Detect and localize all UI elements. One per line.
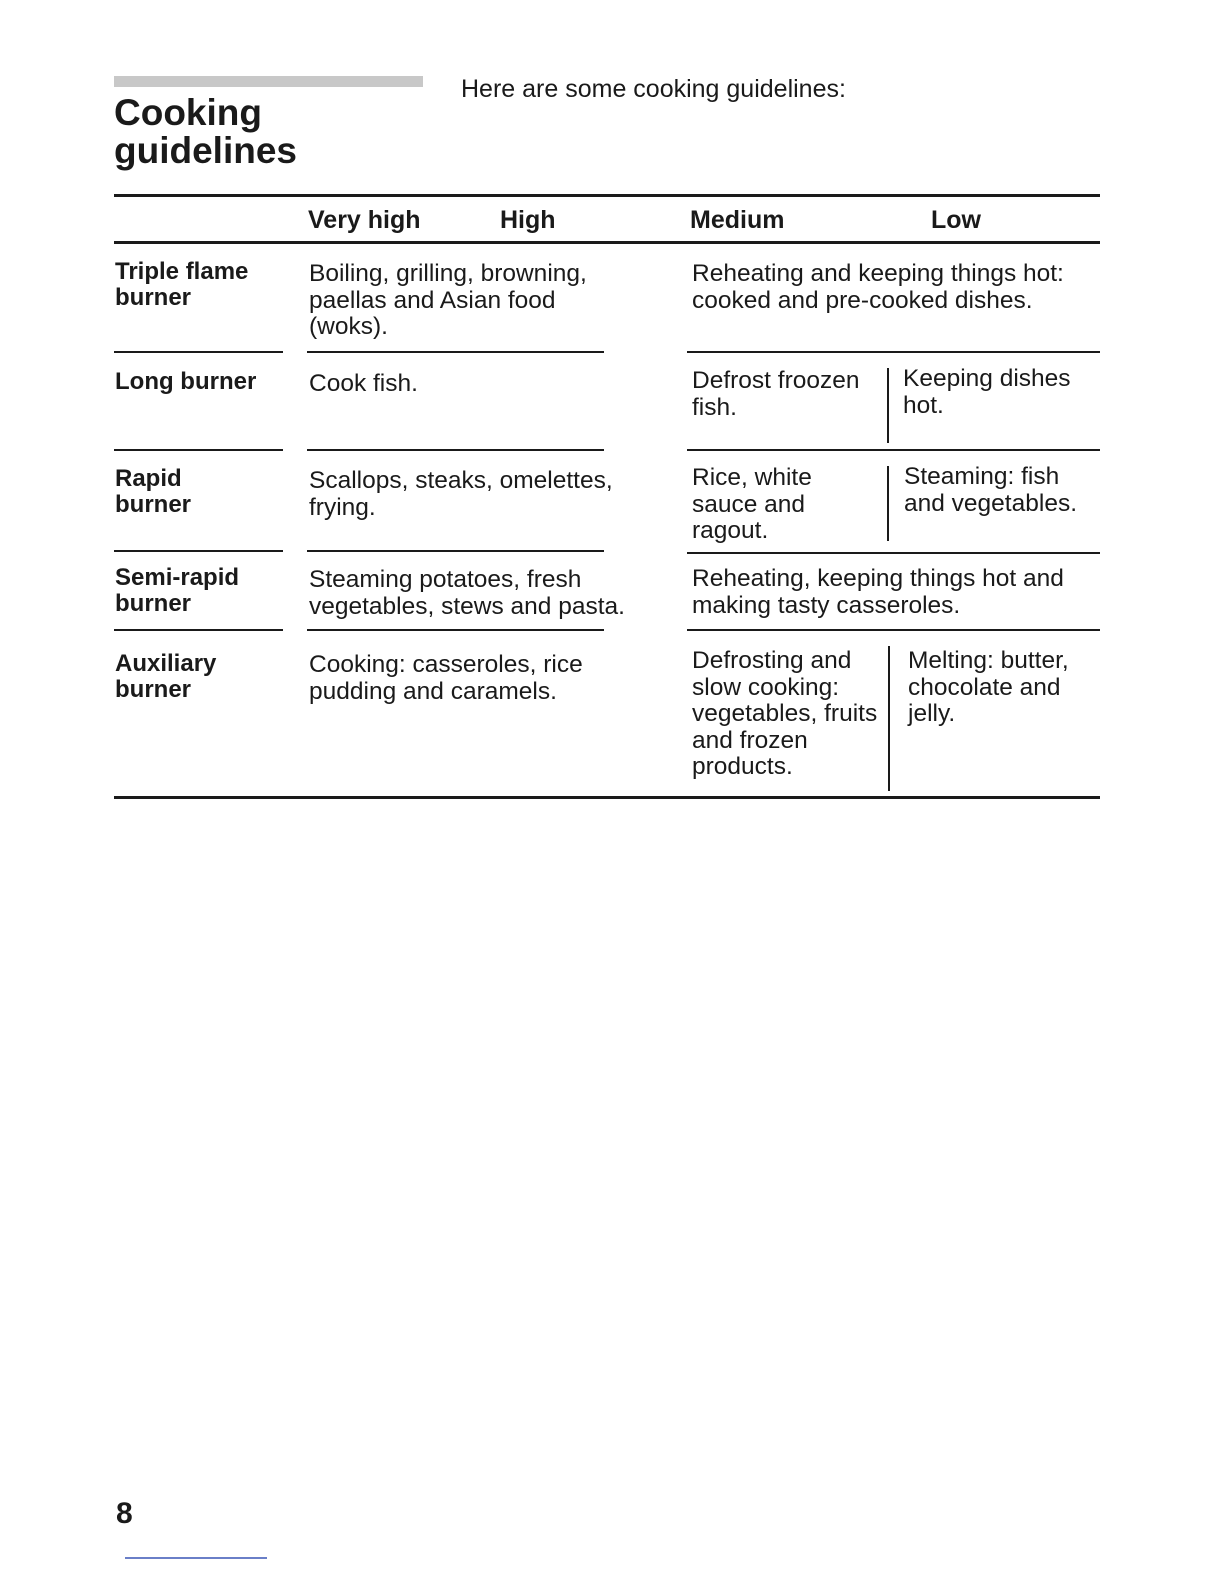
header-rule (114, 241, 1100, 244)
row-divider (687, 351, 1100, 353)
row-label-long-burner: Long burner (115, 368, 257, 395)
header-very-high: Very high (308, 206, 421, 234)
header-medium: Medium (690, 206, 785, 234)
row-divider (114, 351, 283, 353)
row-divider (114, 550, 283, 552)
cell-triple-flame-high: Boiling, grilling, browning, paellas and Asian food (woks). (309, 260, 587, 340)
cell-rapid-low: Steaming: fish and vegetables. (904, 463, 1077, 517)
cell-auxiliary-high: Cooking: casseroles, rice pudding and caramels. (309, 651, 583, 705)
section-bar (114, 76, 423, 87)
table-bottom-rule (114, 796, 1100, 799)
section-title: Cooking guidelines (114, 92, 297, 171)
cell-divider (887, 466, 889, 541)
table-top-rule (114, 194, 1100, 197)
cell-semi-rapid-high: Steaming potatoes, fresh vegetables, stews and pasta. (309, 566, 625, 620)
footer-rule (125, 1557, 267, 1559)
row-divider (114, 629, 283, 631)
page-number: 8 (116, 1497, 133, 1530)
header-low: Low (931, 206, 981, 234)
row-divider (307, 629, 604, 631)
intro-text: Here are some cooking guidelines: (461, 75, 846, 103)
row-divider (114, 449, 283, 451)
row-divider (307, 351, 604, 353)
cell-divider (887, 368, 889, 443)
cell-auxiliary-medium: Defrosting and slow cooking: vegetables, fruits and frozen products. (692, 647, 878, 780)
cell-long-burner-low: Keeping dishes hot. (903, 365, 1071, 419)
row-label-auxiliary: Auxiliary burner (115, 650, 217, 703)
cell-divider (888, 646, 890, 791)
cell-long-burner-high: Cook fish. (309, 370, 418, 397)
row-divider (687, 629, 1100, 631)
row-divider (307, 550, 604, 552)
row-label-triple-flame: Triple flame burner (115, 258, 249, 311)
cell-rapid-high: Scallops, steaks, omelettes, frying. (309, 467, 613, 521)
row-divider (307, 449, 604, 451)
row-label-semi-rapid: Semi-rapid burner (115, 564, 240, 617)
row-divider (687, 552, 1100, 554)
cell-rapid-medium: Rice, white sauce and ragout. (692, 464, 812, 544)
row-divider (687, 449, 1100, 451)
header-high: High (500, 206, 556, 234)
cell-semi-rapid-medium: Reheating, keeping things hot and making tasty casseroles. (692, 565, 1064, 619)
cell-triple-flame-medium: Reheating and keeping things hot: cooked and pre-cooked dishes. (692, 260, 1064, 314)
row-label-rapid: Rapid burner (115, 465, 192, 518)
cell-auxiliary-low: Melting: butter, chocolate and jelly. (908, 647, 1069, 727)
cell-long-burner-medium: Defrost froozen fish. (692, 367, 860, 421)
